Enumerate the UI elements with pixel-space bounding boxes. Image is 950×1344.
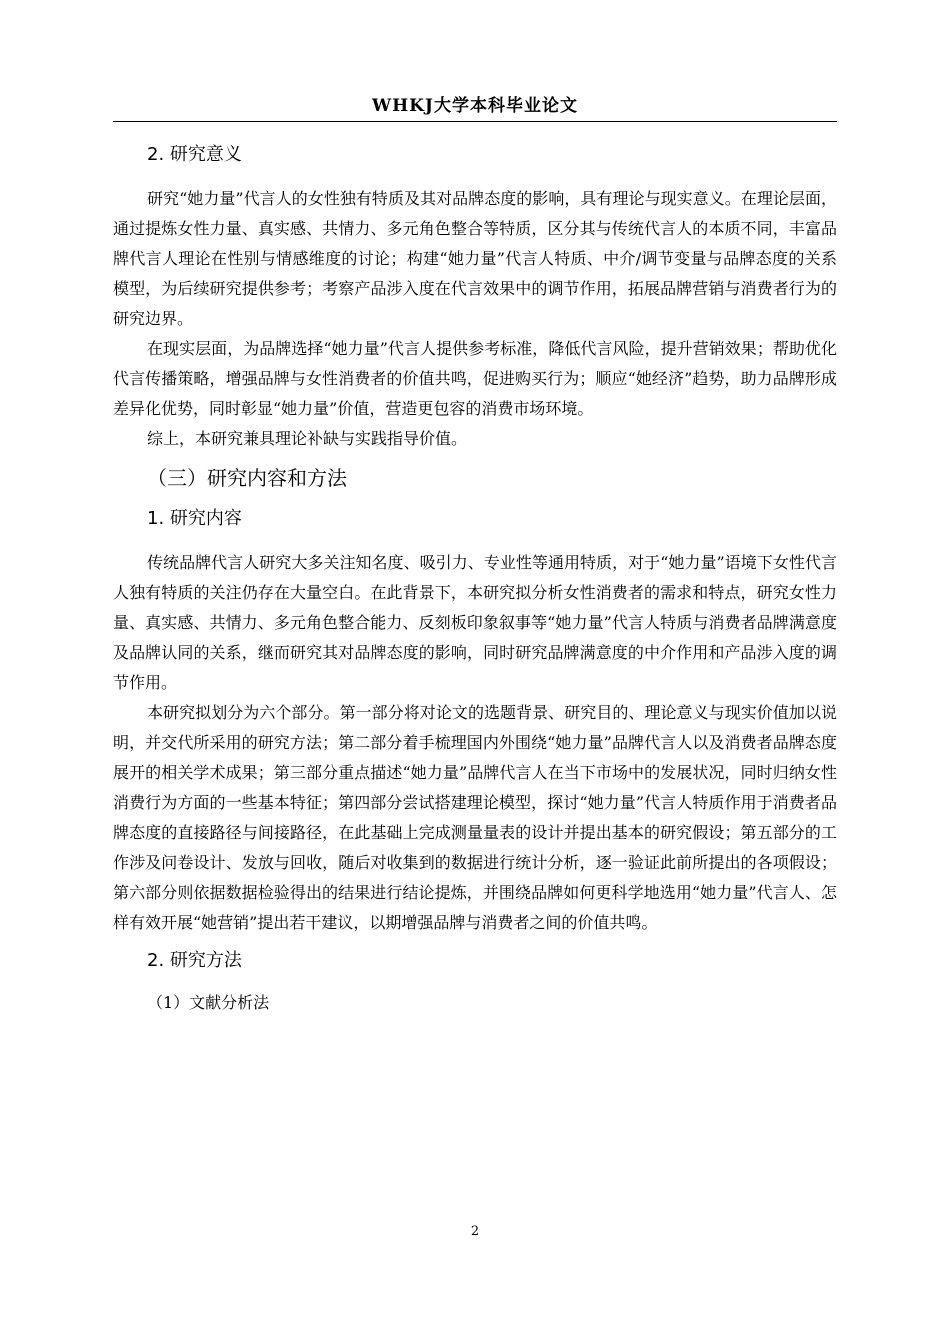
page-number: 2: [470, 1224, 480, 1239]
page-header-title: WHKJ大学本科毕业论文: [372, 96, 578, 116]
paragraph-content-intro: 传统品牌代言人研究大多关注知名度、吸引力、专业性等通用特质，对于“她力量”语境下女性代言人独有特质的关注仍存在大量空白。在此背景下，本研究拟分析女性消费者的需求和特点，研究女性力量、真实感、共情力、多元角色整合能力、反刻板印象叙事等“她力量”代言人特质与消费者品牌满意度及品牌认同的关系，继而研究其对品牌态度的影响，同时研究品牌满意度的中介作用和产品涉入度的调节作用。: [113, 553, 837, 692]
header-divider: [113, 121, 837, 122]
heading-research-significance: 2. 研究意义: [147, 144, 242, 165]
paragraph-significance-summary: 综上，本研究兼具理论补缺与实践指导价值。: [147, 429, 468, 448]
paragraph-theory-significance: 研究“她力量”代言人的女性独有特质及其对品牌态度的影响，具有理论与现实意义。在理论层面，通过提炼女性力量、真实感、共情力、多元角色整合等特质，区分其与传统代言人的本质不同，丰富品牌代言人理论在性别与情感维度的讨论；构建“她力量”代言人特质、中介/调节变量与品牌态度的关系模型，为后续研究提供参考；考察产品涉入度在代言效果中的调节作用，拓展品牌营销与消费者行为的研究边界。: [113, 189, 837, 328]
heading-research-methods: 2. 研究方法: [147, 950, 242, 971]
heading-research-content: 1. 研究内容: [147, 508, 242, 529]
subheading-literature-analysis: （1）文献分析法: [147, 993, 270, 1012]
paragraph-practical-significance: 在现实层面，为品牌选择“她力量”代言人提供参考标准，降低代言风险，提升营销效果；帮助优化代言传播策略，增强品牌与女性消费者的价值共鸣，促进购买行为；顺应“她经济”趋势，助力品牌形成差异化优势，同时彰显“她力量”价值，营造更包容的消费市场环境。: [113, 339, 837, 418]
paragraph-content-structure: 本研究拟划分为六个部分。第一部分将对论文的选题背景、研究目的、理论意义与现实价值加以说明，并交代所采用的研究方法；第二部分着手梳理国内外围绕“她力量”品牌代言人以及消费者品牌态度展开的相关学术成果；第三部分重点描述“她力量”品牌代言人在当下市场中的发展状况，同时归纳女性消费行为方面的一些基本特征；第四部分尝试搭建理论模型，探讨“她力量”代言人特质作用于消费者品牌态度的直接路径与间接路径，在此基础上完成测量量表的设计并提出基本的研究假设；第五部分的工作涉及问卷设计、发放与回收，随后对收集到的数据进行统计分析，逐一验证此前所提出的各项假设；第六部分则依据数据检验得出的结果进行结论提炼，并围绕品牌如何更科学地选用“她力量”代言人、怎样有效开展“她营销”提出若干建议，以期增强品牌与消费者之间的价值共鸣。: [113, 703, 837, 932]
heading-content-and-methods: （三）研究内容和方法: [147, 466, 347, 490]
document-body: [113, 142, 837, 1016]
